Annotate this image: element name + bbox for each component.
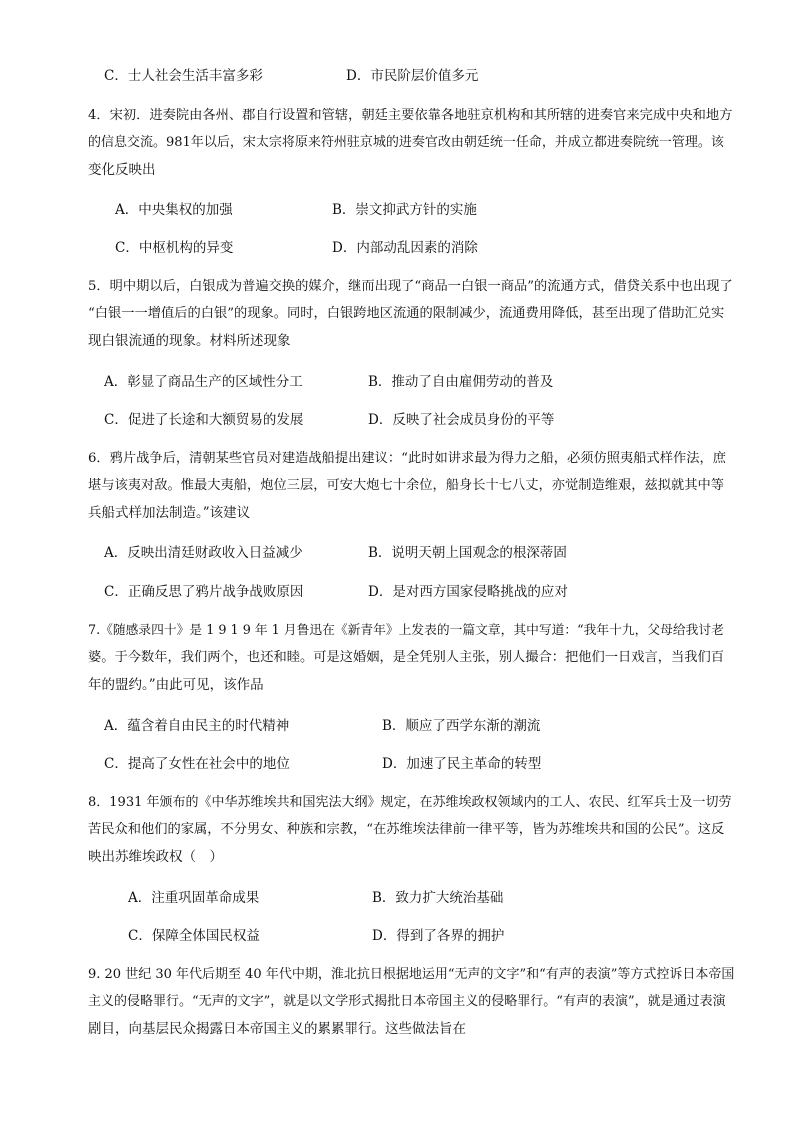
q8-option-a: A．注重巩固革命成果 — [128, 890, 260, 906]
q4-option-b: B．崇文抑武方针的实施 — [332, 202, 477, 218]
q6-text-line-3: 兵船式样加法制造。”该建议 — [88, 505, 251, 521]
q5-option-b: B．推动了自由雇佣劳动的普及 — [368, 374, 554, 390]
q4-text-line-3: 变化反映出 — [88, 162, 156, 178]
q9-text-line-3: 剧目，向基层民众揭露日本帝国主义的累累罪行。这些做法旨在 — [88, 1021, 466, 1037]
q5-text-line-1: 5．明中期以后，白银成为普遍交换的媒介，继而出现了“商品一白银一商品”的流通方式，借贷关系中也出现了 — [88, 279, 733, 294]
q8-text-line-1: 8．1931 年颁布的《中华苏维埃共和国宪法大纲》规定，在苏维埃政权领域内的工人、农民、红军兵士及一切劳 — [88, 795, 732, 810]
q8-option-b: B．致力扩大统治基础 — [372, 890, 504, 906]
q6-option-c: C．正确反思了鸦片战争战败原因 — [104, 584, 304, 600]
q6-option-b: B．说明天朝上国观念的根深蒂固 — [368, 545, 567, 561]
q5-text-line-3: 现白银流通的现象。材料所述现象 — [88, 333, 291, 349]
q9-text-line-1: 9. 20 世纪 30 年代后期至 40 年代中期，淮北抗日根据地运用“无声的文字”和“有声的表演”等方式控诉日本帝国 — [88, 967, 735, 982]
q8-option-c: C．保障全体国民权益 — [128, 928, 260, 944]
q6-option-d: D．是对西方国家侵略挑战的应对 — [368, 584, 568, 600]
q4-option-a: A．中央集权的加强 — [115, 202, 233, 218]
q4-option-d: D．内部动乱因素的消除 — [332, 240, 478, 256]
q6-text-line-1: 6．鸦片战争后，清朝某些官员对建造战船提出建议：“此时如讲求最为得力之船，必须仿照夷船式样作法，庶 — [88, 451, 726, 466]
q8-option-d: D．得到了各界的拥护 — [372, 928, 505, 944]
q5-text-line-2: “白银一一增值后的白银”的现象。同时，白银跨地区流通的限制减少，流通费用降低，甚至出现了借助汇兑实 — [88, 306, 725, 321]
q7-option-b: B．顺应了西学东渐的潮流 — [382, 718, 541, 734]
q6-text-line-2: 堪与该夷对敌。惟最大夷船，炮位三层，可安大炮七十余位，船身长十七八丈，亦觉制造维艰，兹拟就其中等 — [88, 478, 725, 493]
q5-option-a: A．彰显了商品生产的区域性分工 — [104, 374, 303, 390]
q7-text-line-1: 7.《随感录四十》是 1 9 1 9 年 1 月鲁迅在《新青年》上发表的一篇文章，其中写道：“我年十九，父母给我讨老 — [88, 623, 724, 638]
q7-text-line-2: 婆。于今数年，我们两个，也还和睦。可是这婚姻，是全凭别人主张，别人撮合：把他们一日戏言，当我们百 — [88, 650, 725, 665]
q8-text-line-2: 苦民众和他们的家属，不分男女、种族和宗教，“在苏维埃法律前一律平等，皆为苏维埃共和国的公民”。这反 — [88, 822, 725, 837]
q4-option-c: C．中枢机构的异变 — [115, 240, 234, 256]
q9-text-line-2: 主义的侵略罪行。“无声的文字”，就是以文学形式揭批日本帝国主义的侵略罪行。“有声的表演”，就是通过表演 — [88, 994, 726, 1009]
q6-option-a: A．反映出清廷财政收入日益减少 — [104, 545, 303, 561]
q7-option-d: D．加速了民主革命的转型 — [382, 756, 542, 772]
q7-text-line-3: 年的盟约。”由此可见，该作品 — [88, 677, 264, 693]
q4-text-line-2: 的信息交流。981年以后，宋太宗将原来符州驻京城的进奏官改由朝廷统一任命，并成立都进奏院统一管理。该 — [88, 135, 724, 150]
q4-text-line-1: 4．宋初．进奏院由各州、郡自行设置和管辖，朝廷主要依靠各地驻京机构和其所辖的进奏官来完成中央和地方 — [88, 108, 733, 123]
q5-option-d: D．反映了社会成员身份的平等 — [368, 412, 555, 428]
q3-option-d: D．市民阶层价值多元 — [346, 68, 479, 84]
q7-option-c: C．提高了女性在社会中的地位 — [104, 756, 290, 772]
q3-option-c: C．士人社会生活丰富多彩 — [104, 68, 263, 84]
q7-option-a: A．蕴含着自由民主的时代精神 — [104, 718, 290, 734]
q5-option-c: C．促进了长途和大额贸易的发展 — [104, 412, 304, 428]
q8-text-line-3: 映出苏维埃政权（ ） — [88, 849, 223, 865]
